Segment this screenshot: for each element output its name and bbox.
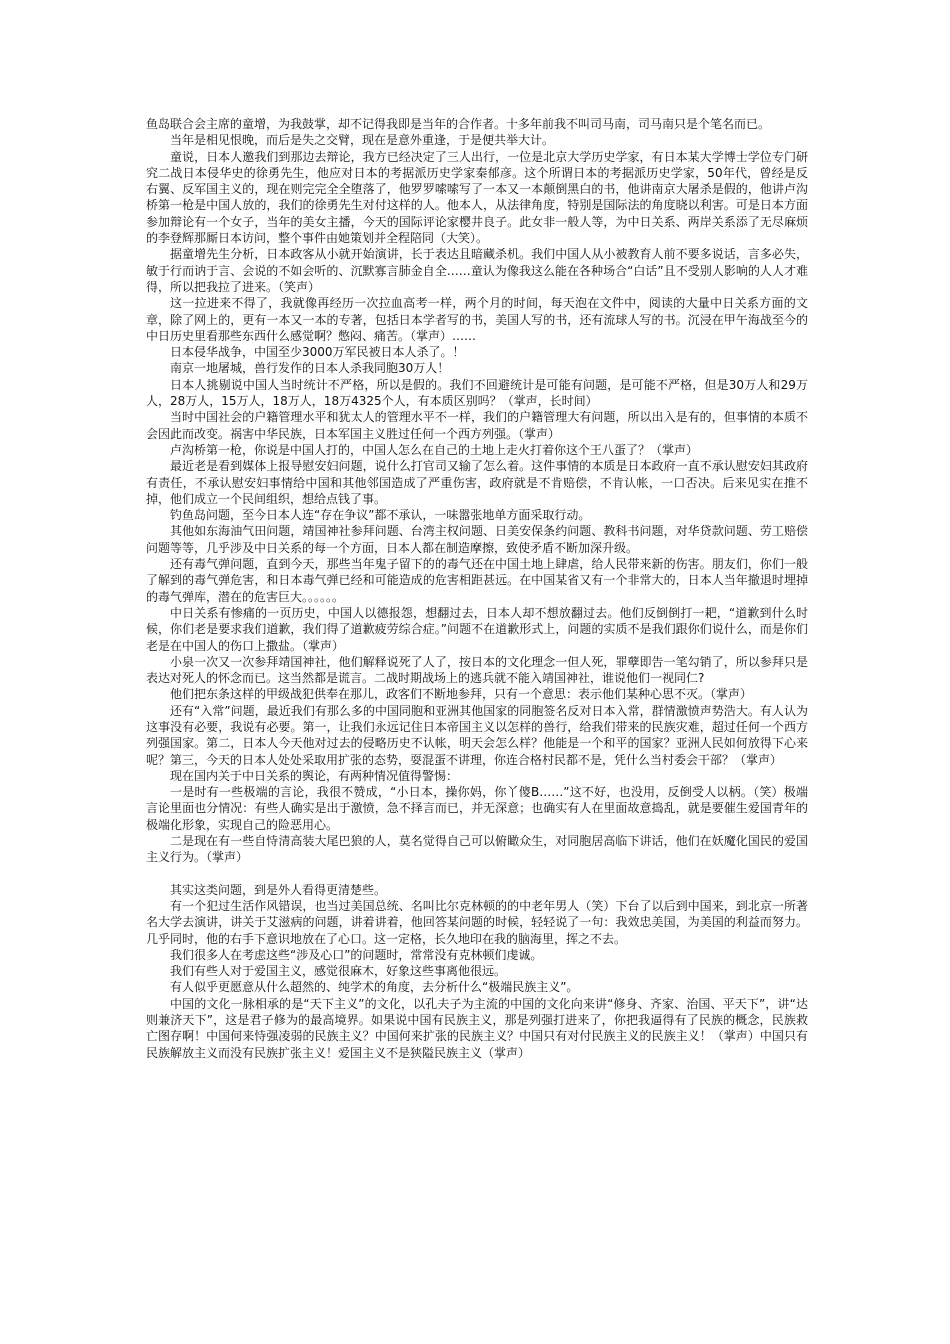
paragraph-22: 其实这类问题，到是外人看得更清楚些。 — [170, 882, 387, 897]
paragraph-19: 现在国内关于中日关系的舆论，有两种情况值得警惕： — [170, 768, 459, 783]
paragraph-8: 日本人挑剔说中国人当时统计不严格，所以是假的。我们不回避统计是可能有问题，是可能不严格，但是30万人和29万人，28万人，15万人，18万人，18万4325个人，有本质区别吗？（掌声，长时间） — [146, 377, 808, 409]
paragraph-spacer — [146, 866, 808, 882]
paragraph-6: 日本侵华战争，中国至少3000万军民被日本人杀了。！ — [170, 345, 465, 360]
paragraph-5: 这一拉进来不得了，我就像再经历一次拉血高考一样，两个月的时间，每天泡在文件中，阅读的大量中日关系方面的文章，除了网上的，更有一本又一本的专著，包括日本学者写的书，美国人写的书，还有流球人写的书。沉浸在甲午海战至今的中日历史里看那些东西什么感觉啊？憋闷、痛苦。（掌声）…… — [146, 296, 808, 343]
paragraph-15: 中日关系有惨痛的一页历史，中国人以德报怨，想翻过去，日本人却不想放翻过去。他们反倒倒打一耙，“道歉到什么时候，你们老是要求我们道歉，我们得了道歉疲劳综合症。”问题不在道歉形式上，问题的实质不是我们跟你们说什么，而是你们老是在中国人的伤口上撒盐。（掌声） — [146, 605, 808, 653]
paragraph-3: 童说，日本人邀我们到那边去辩论，我方已经决定了三人出行，一位是北京大学历史学家，有日本某大学博士学位专门研究二战日本侵华史的徐勇先生，他应对日本的考据派历史学家秦郁彦。这个所谓日本的考据派历史学家，50年代，曾经是反右翼、反军国主义的，现在则完完全全堕落了，他罗罗嗦嗦写了一本又一本颠倒黑白的书，他讲南京大屠杀是假的，他讲卢沟桥第一枪是中国人放的，我们的徐勇先生对付这样的人。他本人，从法律角度，特别是国际法的角度晓以利害。可是日本方面参加辩论有一个女子，当年的美女主播，今天的国际评论家樱井良子。此女非一般人等，为中日关系、两岸关系添了无尽麻烦的李登辉那厮日本访问，整个事件由她策划并全程陪同（大笑）。 — [146, 149, 808, 246]
paragraph-7: 南京一地屠城，兽行发作的日本人杀我同胞30万人！ — [170, 361, 450, 376]
paragraph-14: 还有毒气弹问题，直到今天，那些当年鬼子留下的的毒气还在中国土地上肆虐，给人民带来新的伤害。朋友们，你们一般了解到的毒气弹危害，和日本毒气弹已经和可能造成的危害相距甚远。在中国某省又有一个非常大的，日本人当年撤退时埋掉的毒气弹库，潜在的危害巨大。。。。。。 — [146, 557, 808, 604]
paragraph-18: 还有“入常”问题，最近我们有那么多的中国同胞和亚洲其他国家的同胞签名反对日本入常，群情激愤声势浩大。有人认为这事没有必要，我说有必要。第一，让我们永远记住日本帝国主义以怎样的兽行，给我们带来的民族灾难，超过任何一个西方列强国家。第二，日本人今天他对过去的侵略历史不认帐，明天会怎么样？他能是一个和平的国家？亚洲人民如何放得下心来呢？第三，今天的日本人处处采取用扩张的态势，耍混蛋不讲理，你连合格村民都不是，凭什么当村委会干部？（掌声） — [146, 703, 808, 767]
paragraph-25: 我们有些人对于爱国主义，感觉很麻木，好象这些事离他很远。 — [170, 964, 507, 979]
paragraph-11: 最近老是看到媒体上报导慰安妇问题，说什么打官司又输了怎么着。这件事情的本质是日本政府一直不承认慰安妇其政府有责任，不承认慰安妇事情给中国和其他邻国造成了严重伤害，政府就是不肯赔偿，不肯认帐，一口否决。后来见实在推不掉，他们成立一个民间组织，想给点钱了事。 — [146, 459, 808, 506]
paragraph-17: 他们把东条这样的甲级战犯供奉在那儿，政客们不断地参拜，只有一个意思：表示他们某种心思不灭。（掌声） — [170, 687, 753, 702]
paragraph-27: 中国的文化一脉相承的是“天下主义”的文化，以孔夫子为主流的中国的文化向来讲“修身、齐家、治国、平天下”，讲“达则兼济天下”，这是君子修为的最高境界。如果说中国有民族主义，那是列强打进来了，你把我逼得有了民族的概念，民族救亡图存啊！中国何来恃强凌弱的民族主义？中国何来扩张的民族主义？中国只有对付民族主义的民族主义！（掌声）中国只有民族解放主义而没有民族扩张主义！爱国主义不是狭隘民族主义（掌声） — [146, 996, 808, 1060]
paragraph-1: 鱼岛联合会主席的童增，为我鼓掌，却不记得我即是当年的合作者。十多年前我不叫司马南，司马南只是个笔名而已。 — [146, 117, 771, 131]
paragraph-16: 小泉一次又一次参拜靖国神社，他们解释说死了人了，按日本的文化理念一但人死，罪孽即告一笔勾销了，所以参拜只是表达对死人的怀念而已。这当然都是谎言。二战时期战场上的逃兵就不能入靖国神社，谁说他们一视同仁? — [146, 654, 808, 686]
paragraph-26: 有人似乎更愿意从什么超然的、纯学术的角度，去分析什么“极端民族主义”。 — [170, 980, 579, 995]
paragraph-20: 一是时有一些极端的言论，我很不赞成，“小日本，操你妈，你丫傻B……”这不好，也没用，反倒受人以柄。（笑）极端言论里面也分情况：有些人确实是出于激愤，急不择言而已，并无深意；也确实有人在里面故意捣乱，就是要催生爱国青年的极端化形象，实现自己的险恶用心。 — [146, 785, 808, 832]
paragraph-24: 我们很多人在考虑这些“涉及心口”的问题时，常常没有克林顿们虔诚。 — [170, 947, 543, 962]
paragraph-21: 二是现在有一些自恃清高装大尾巴狼的人，莫名觉得自己可以俯瞰众生，对同胞居高临下讲话，他们在妖魔化国民的爱国主义行为。（掌声） — [146, 834, 808, 865]
paragraph-13: 其他如东海油气田问题，靖国神社参拜问题、台湾主权问题、日美安保条约问题、教科书问题，对华贷款问题、劳工赔偿问题等等，几乎涉及中日关系的每一个方面，日本人都在制造摩擦，致使矛盾不断加深升级。 — [146, 524, 808, 555]
paragraph-10: 卢沟桥第一枪，你说是中国人打的，中国人怎么在自己的土地上走火打着你这个王八蛋了？（掌声） — [170, 442, 699, 457]
paragraph-4: 据童增先生分析，日本政客从小就开始演讲，长于表达且暗藏杀机。我们中国人从小被教育人前不要多说话，言多必失，敏于行而讷于言、会说的不如会听的、沉默寡言肺金自全……童认为像我这么能在各种场合“白话”且不受别人影响的人人才难得，所以把我拉了进来。（笑声） — [146, 247, 808, 294]
paragraph-9: 当时中国社会的户籍管理水平和犹太人的管理水平不一样，我们的户籍管理大有问题，所以出入是有的，但事情的本质不会因此而改变。祸害中华民族，日本军国主义胜过任何一个西方列强。（掌声） — [146, 410, 808, 441]
paragraph-2: 当年是相见恨晚，而后是失之交臂，现在是意外重逢，于是便共举大计。 — [170, 133, 555, 148]
document-body — [146, 116, 808, 1061]
paragraph-12: 钓鱼岛问题，至今日本人连“存在争议”都不承认，一味嚣张地单方面采取行动。 — [170, 508, 591, 523]
paragraph-23: 有一个犯过生活作风错误，也当过美国总统、名叫比尔克林顿的的中老年男人（笑）下台了以后到中国来，到北京一所著名大学去演讲，讲关于艾滋病的问题，讲着讲着，他回答某问题的时候，轻轻说了一句：我效忠美国，为美国的利益而努力。几乎同时，他的右手下意识地放在了心口。这一定格，长久地印在我的脑海里，挥之不去。 — [146, 898, 808, 946]
